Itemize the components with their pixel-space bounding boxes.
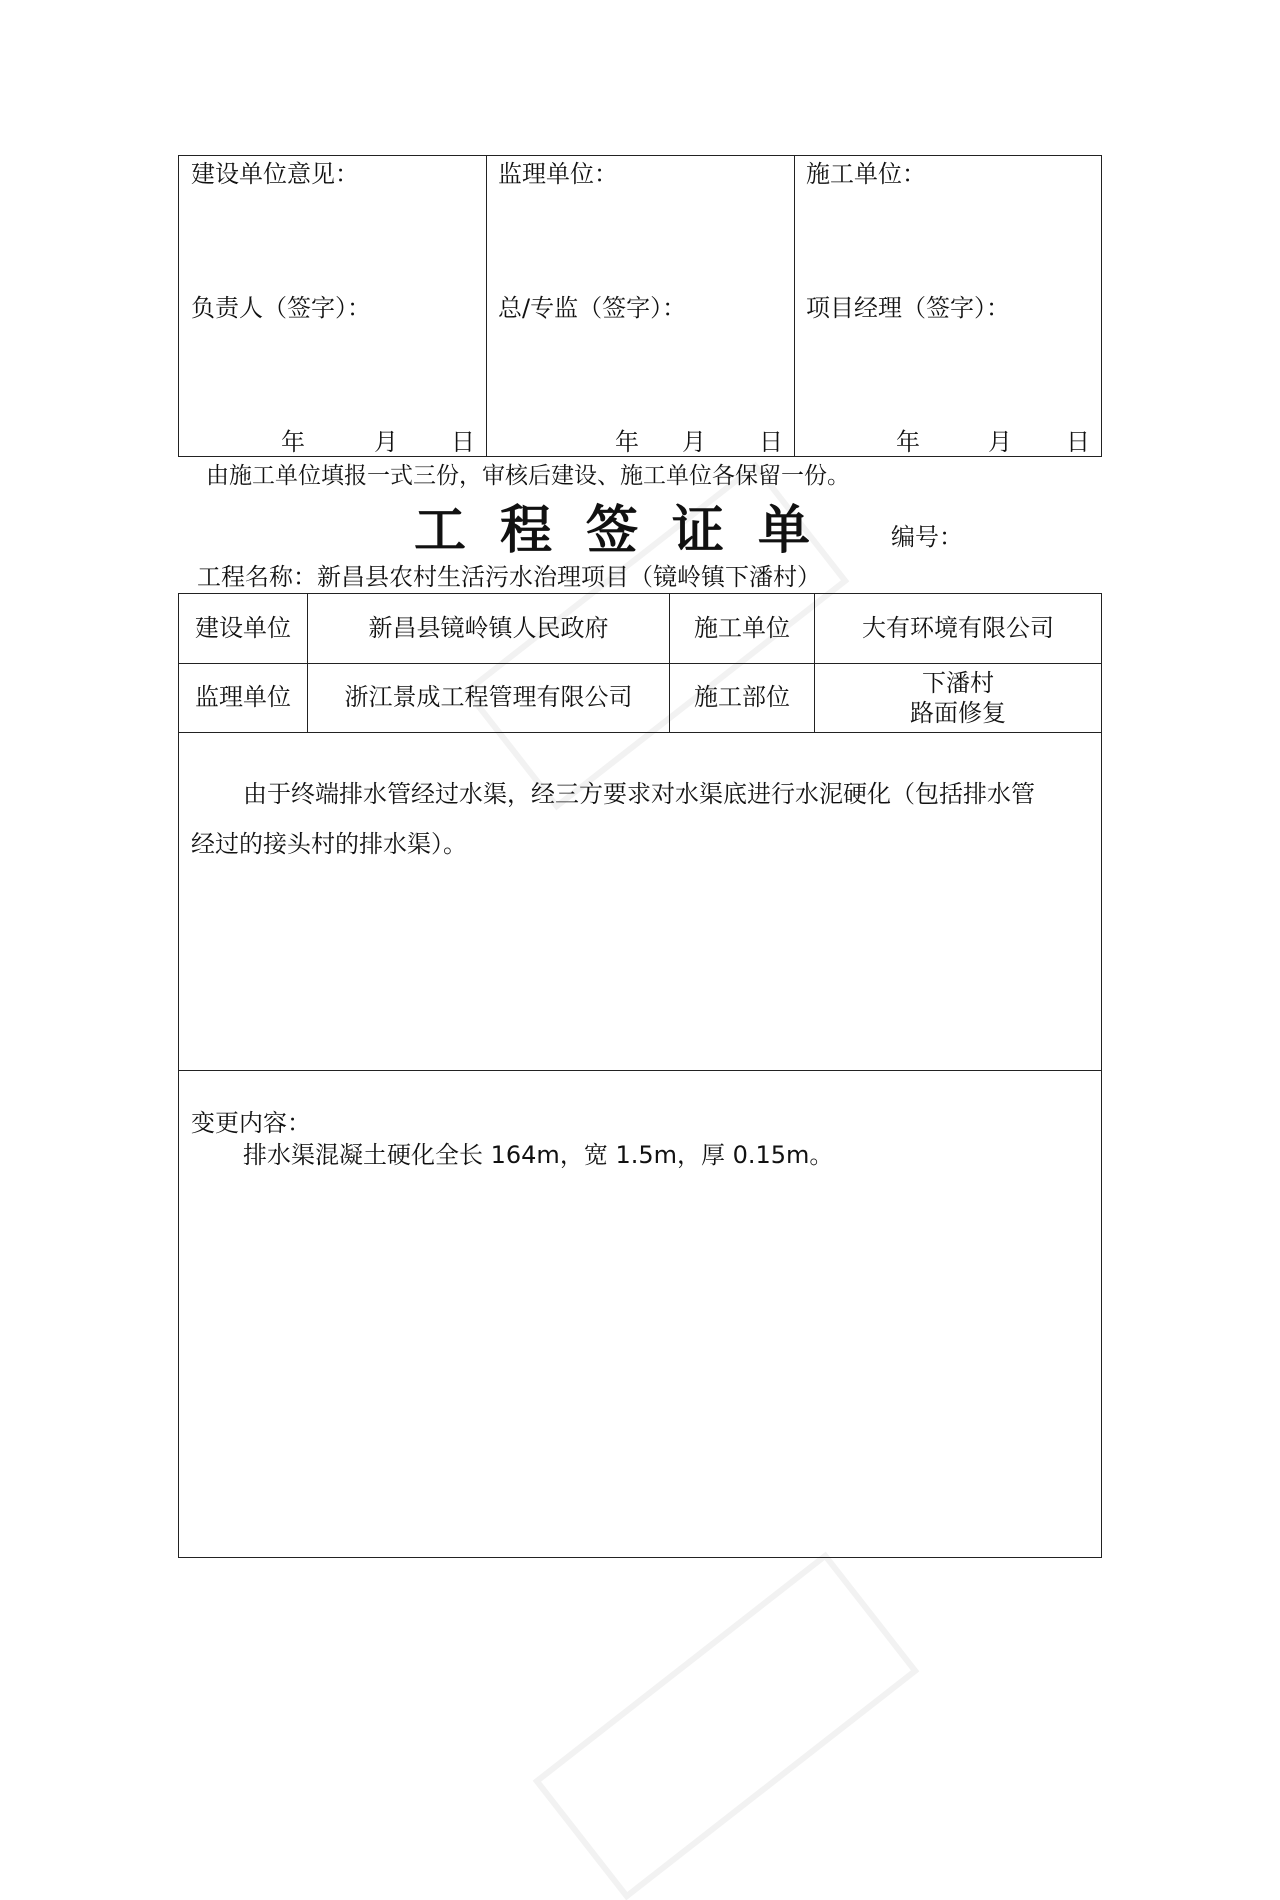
copy-note: 由施工单位填报一式三份，审核后建设、施工单位各保留一份。 <box>206 463 850 489</box>
owner-value: 新昌县镜岭镇人民政府 <box>368 613 609 642</box>
location-value <box>815 664 1101 732</box>
construction-unit-opinion-label: 建设单位意见： <box>191 160 359 188</box>
owner-label: 建设单位 <box>195 613 291 642</box>
contractor-unit-label: 施工单位： <box>806 160 926 188</box>
reason-line-1: 由于终端排水管经过水渠，经三方要求对水渠底进行水泥硬化（包括排水管 <box>243 780 1035 808</box>
location-value-line1: 下潘村 <box>922 669 994 697</box>
project-manager-sign-label: 项目经理（签字）： <box>806 294 1010 322</box>
reason-line-2: 经过的接头村的排水渠）。 <box>191 830 467 858</box>
date-month: 月 <box>682 428 706 456</box>
contractor-value: 大有环境有限公司 <box>862 613 1054 642</box>
responsible-person-sign-label: 负责人（签字）： <box>191 294 371 322</box>
change-content: 排水渠混凝土硬化全长 164m，宽 1.5m，厚 0.15m。 <box>243 1141 834 1169</box>
form-number-label: 编号： <box>891 523 963 551</box>
watermark-stamp-bottom <box>533 1552 920 1900</box>
date-day: 日 <box>1066 428 1090 456</box>
form-title: 工程签证单 <box>414 501 845 561</box>
location-value-line2: 路面修复 <box>910 699 1006 727</box>
date-day: 日 <box>451 428 475 456</box>
supervision-unit-label: 监理单位： <box>498 160 618 188</box>
date-day: 日 <box>759 428 783 456</box>
contractor-label: 施工单位 <box>694 613 790 642</box>
date-year: 年 <box>615 428 639 456</box>
change-content-label: 变更内容： <box>191 1109 311 1137</box>
project-name: 工程名称：新昌县农村生活污水治理项目（镜岭镇下潘村） <box>197 563 821 591</box>
chief-supervisor-sign-label: 总/专监（签字）： <box>498 294 687 322</box>
supervisor-value: 浙江景成工程管理有限公司 <box>344 683 633 712</box>
date-year: 年 <box>281 428 305 456</box>
location-label: 施工部位 <box>694 683 790 712</box>
date-month: 月 <box>988 428 1012 456</box>
date-month: 月 <box>374 428 398 456</box>
supervisor-label: 监理单位 <box>195 683 291 712</box>
date-year: 年 <box>896 428 920 456</box>
